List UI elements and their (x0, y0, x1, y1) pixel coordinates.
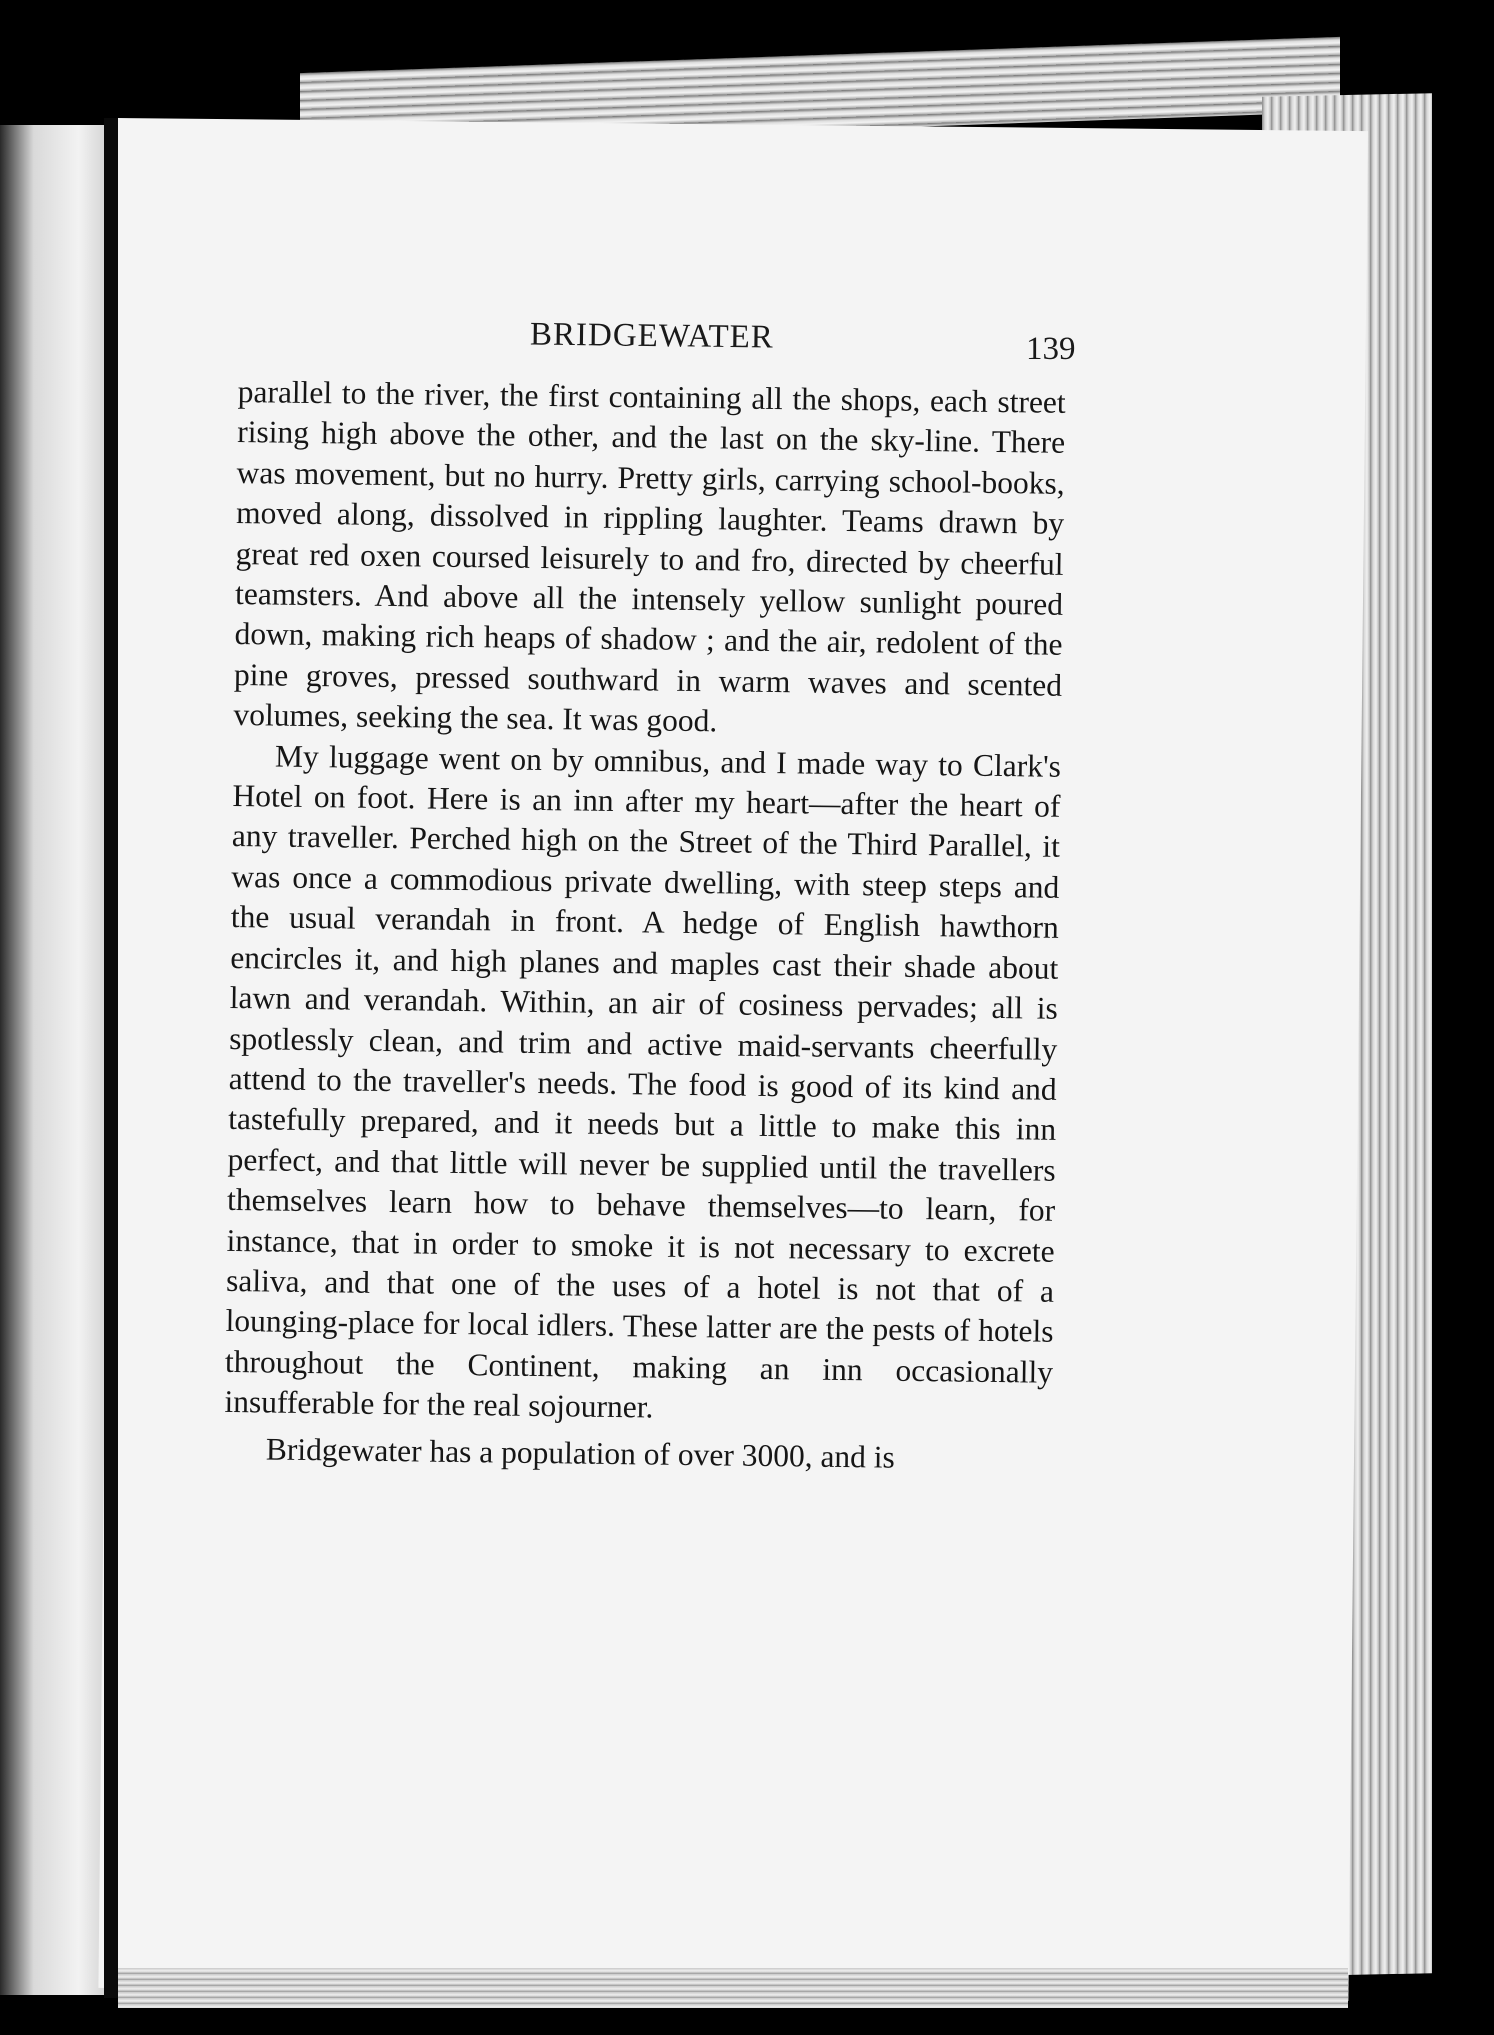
running-title: BRIDGEWATER (529, 316, 775, 356)
paragraph-3: Bridgewater has a population of over 3000, and is (265, 1431, 896, 1475)
paragraph-1: parallel to the river, the first containing all the shops, each street rising high above the other, and the last on the sky-line. There was movement, but no hurry. Pretty girls, carrying school-books, moved along, dissolved in rippling laughter. Teams drawn by great red oxen coursed leisurely to and fro, directed by cheerful teamsters. And above all the intensely yellow sunlight poured down, making rich heaps of shadow ; and the air, redolent of the pine groves, pressed southward in warm waves and scented volumes, seeking the sea. It was good. (233, 373, 1066, 739)
paragraph-2: My luggage went on by omnibus, and I made way to Clark's Hotel on foot. Here is an inn after my heart—after the heart of any traveller. Perched high on the Street of the Third Parallel, it was once a commodious private dwelling, with steep steps and the usual verandah in front. A hedge of English hawthorn encircles it, and high planes and maples cast their shade about lawn and verandah. Within, an air of cosiness pervades; all is spotlessly clean, and trim and active maid-servants cheerfully attend to the traveller's needs. The food is good of its kind and tastefully prepared, and it needs but a little to make this inn perfect, and that little will never be supplied until the travellers themselves learn how to behave themselves—to learn, for instance, that in order to smoke it is not necessary to excrete saliva, and that one of the uses of a hotel is not that of a lounging-place for local idlers. These latter are the pests of hotels throughout the Continent, making an inn occasionally insufferable for the real sojourner. (224, 738, 1062, 1425)
book-gutter (104, 118, 118, 1998)
page-number: 139 (1026, 331, 1076, 367)
page-stack-bottom-edge (118, 1968, 1348, 2008)
body-text (224, 372, 1066, 1480)
previous-page-edge (0, 125, 112, 1995)
